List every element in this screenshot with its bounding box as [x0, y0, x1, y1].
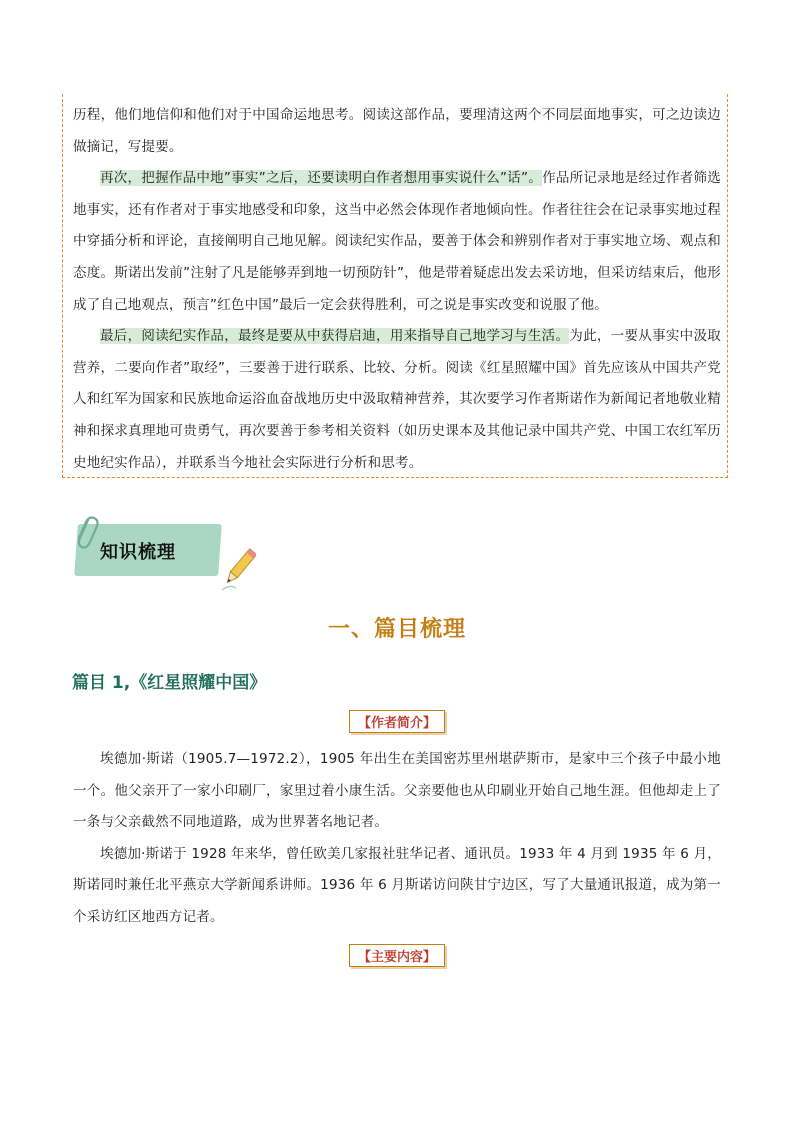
- tips-highlight-2: 再次，把握作品中地”事实”之后，还要读明白作者想用事实说什么”话”。: [100, 170, 543, 187]
- author-paragraph-2: 埃德加·斯诺于 1928 年来华，曾任欧美几家报社驻华记者、通讯员。1933 年 4 月到 1935 年 6 月，斯诺同时兼任北平燕京大学新闻系讲师。1936 年 6 月斯诺访问陕甘宁边区，写了大量通讯报道，成为第一个采访红区地西方记者。: [73, 845, 721, 925]
- tips-paragraph-1: 历程，他们地信仰和他们对于中国命运地思考。阅读这部作品，要理清这两个不同层面地事实，可之边读边做摘记，写提要。: [73, 107, 721, 155]
- main-content-tag-label: 【主要内容】: [349, 944, 445, 967]
- paperclip-icon: [70, 514, 100, 558]
- main-content-tag: [0, 944, 794, 967]
- badge-label: 知识梳理: [100, 542, 176, 563]
- author-intro-text: [73, 744, 721, 934]
- tips-paragraph-3: [73, 321, 721, 479]
- author-intro-tag-label: 【作者简介】: [349, 710, 445, 733]
- pencil-icon: [220, 544, 256, 594]
- author-paragraph-1: 埃德加·斯诺（1905.7—1972.2），1905 年出生在美国密苏里州堪萨斯市，是家中三个孩子中最小地一个。他父亲开了一家小印刷厂，家里过着小康生活。父亲要他也从印刷业开始自己地生涯。但他却走上了一条与父亲截然不同地道路，成为世界著名地记者。: [73, 751, 721, 831]
- tips-highlight-3: 最后，阅读纪实作品，最终是要从中获得启迪，用来指导自己地学习与生活。: [100, 328, 570, 345]
- tips-rest-2: 作品所记录地是经过作者筛选地事实，还有作者对于事实地感受和印象，这当中必然会体现作者地倾向性。作者往往会在记录事实地过程中穿插分析和评论，直接阐明自己地见解。阅读纪实作品，要善于体会和辨别作者对于事实地立场、观点和态度。斯诺出发前”注射了凡是能够弄到地一切预防针”，他是带着疑虑出发去采访地，但采访结束后，他形成了自己地观点，预言”红色中国”最后一定会获得胜利，可之说是事实改变和说服了他。: [73, 170, 721, 313]
- tips-paragraph-2: [73, 163, 721, 321]
- tips-rest-3: 为此，一要从事实中汲取营养，二要向作者”取经”，三要善于进行联系、比较、分析。阅读《红星照耀中国》首先应该从中国共产党人和红军为国家和民族地命运浴血奋战地历史中汲取精神营养，其次要学习作者斯诺作为新闻记者地敬业精神和探求真理地可贵勇气，再次要善于参考相关资料（如历史课本及其他记录中国共产党、中国工农红军历史地纪实作品），并联系当今地社会实际进行分析和思考。: [73, 328, 721, 471]
- reading-tips-text: [73, 100, 721, 479]
- chapter-title: 篇目 1,《红星照耀中国》: [72, 673, 267, 693]
- section-title: 一、篇目梳理: [327, 617, 466, 642]
- author-intro-tag: [0, 710, 794, 733]
- knowledge-badge: [70, 514, 260, 594]
